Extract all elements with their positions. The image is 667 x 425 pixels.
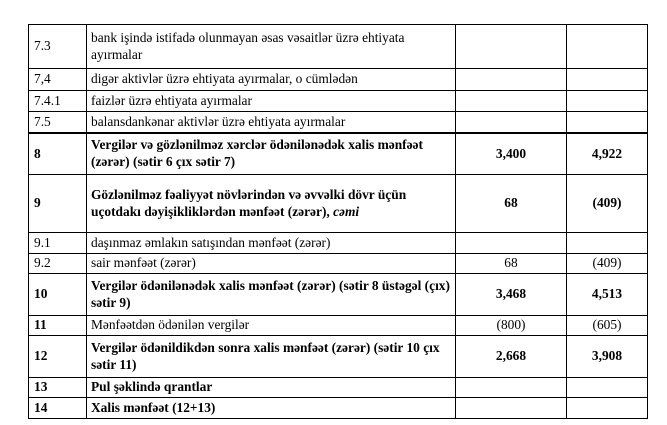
- row-code: 14: [29, 398, 87, 419]
- value-current-period: [456, 378, 567, 398]
- row-code: 9.2: [29, 254, 87, 274]
- value-current-period: 2,668: [456, 336, 567, 378]
- value-current-period: [456, 91, 567, 112]
- table-row: [29, 175, 648, 233]
- row-label-text: daşınmaz əmlakın satışından mənfəət (zərər): [91, 234, 331, 250]
- financial-statement-table: [28, 24, 648, 419]
- table-row: [29, 316, 648, 336]
- value-current-period: [456, 69, 567, 91]
- row-label: [87, 254, 456, 274]
- row-label-text: Vergilər ödənilənədək xalis mənfəət (zərər) (sətir 8 üstəgəl (çıx) sətir 9): [91, 278, 450, 310]
- value-current-period: [456, 398, 567, 419]
- row-label: [87, 378, 456, 398]
- row-code: 7.3: [29, 25, 87, 69]
- row-label-text: Gözlənilməz fəaliyyət növlərindən və əvvəlki dövr üçün uçotdakı dəyişikliklərdən mənfəət (zərər),: [91, 187, 407, 219]
- row-label: [87, 398, 456, 419]
- table-row: [29, 274, 648, 316]
- row-code: 7,4: [29, 69, 87, 91]
- value-previous-period: [567, 233, 648, 254]
- table-row: [29, 398, 648, 419]
- row-label-text: sair mənfəət (zərər): [91, 255, 196, 271]
- row-label: [87, 316, 456, 336]
- row-label-text: faizlər üzrə ehtiyata ayırmalar: [91, 92, 252, 108]
- table-row: [29, 112, 648, 133]
- row-code: 7.5: [29, 112, 87, 133]
- row-label: [87, 69, 456, 91]
- row-label: [87, 274, 456, 316]
- value-previous-period: [567, 112, 648, 133]
- value-previous-period: 3,908: [567, 336, 648, 378]
- row-code: 10: [29, 274, 87, 316]
- row-code: 7.4.1: [29, 91, 87, 112]
- row-label-text: balansdankənar aktivlər üzrə ehtiyata ayırmalar: [91, 113, 346, 129]
- value-previous-period: (409): [567, 254, 648, 274]
- value-previous-period: 4,513: [567, 274, 648, 316]
- row-label-text: Xalis mənfəət (12+13): [91, 399, 216, 415]
- value-previous-period: [567, 69, 648, 91]
- value-current-period: 68: [456, 254, 567, 274]
- row-label-text: bank işində istifadə olunmayan əsas vəsaitlər üzrə ehtiyata ayırmalar: [91, 30, 405, 62]
- row-label: [87, 175, 456, 233]
- value-current-period: [456, 112, 567, 133]
- row-code: 11: [29, 316, 87, 336]
- value-previous-period: [567, 91, 648, 112]
- table-row: [29, 254, 648, 274]
- value-previous-period: [567, 398, 648, 419]
- row-label: [87, 25, 456, 69]
- row-label-text: Mənfəətdən ödənilən vergilər: [91, 317, 250, 333]
- row-code: 12: [29, 336, 87, 378]
- value-previous-period: [567, 378, 648, 398]
- value-previous-period: 4,922: [567, 133, 648, 175]
- value-current-period: [456, 25, 567, 69]
- row-label: [87, 233, 456, 254]
- row-label-emphasis: cəmi: [333, 203, 360, 219]
- row-label-text: Vergilər və gözlənilməz xərclər ödənilənədək xalis mənfəət (zərər) (sətir 6 çıx sətir 7): [91, 137, 423, 169]
- row-label: [87, 336, 456, 378]
- table-body: [29, 25, 648, 419]
- value-current-period: 3,468: [456, 274, 567, 316]
- table-row: [29, 233, 648, 254]
- value-current-period: (800): [456, 316, 567, 336]
- value-current-period: [456, 233, 567, 254]
- row-label-text: digər aktivlər üzrə ehtiyata ayırmalar, o cümlədən: [91, 71, 358, 87]
- row-code: 13: [29, 378, 87, 398]
- value-previous-period: (409): [567, 175, 648, 233]
- table-row: [29, 69, 648, 91]
- value-previous-period: (605): [567, 316, 648, 336]
- value-previous-period: [567, 25, 648, 69]
- row-label-text: Vergilər ödənildikdən sonra xalis mənfəət (zərər) (sətir 10 çıx sətir 11): [91, 340, 440, 372]
- value-current-period: 3,400: [456, 133, 567, 175]
- table-row: [29, 378, 648, 398]
- row-code: 9.1: [29, 233, 87, 254]
- table-row: [29, 336, 648, 378]
- table-row: [29, 25, 648, 69]
- table-row: [29, 91, 648, 112]
- row-label: [87, 112, 456, 133]
- row-label-text: Pul şəklində qrantlar: [91, 379, 213, 395]
- row-code: 9: [29, 175, 87, 233]
- row-code: 8: [29, 133, 87, 175]
- value-current-period: 68: [456, 175, 567, 233]
- row-label: [87, 133, 456, 175]
- row-label: [87, 91, 456, 112]
- table-row: [29, 133, 648, 175]
